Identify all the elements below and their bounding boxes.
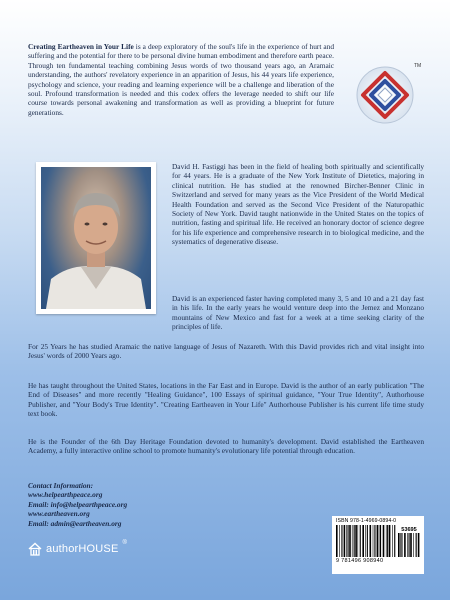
contact-website-1[interactable]: www.helpearthpeace.org (28, 490, 103, 500)
bio-paragraph-5: He is the Founder of the 6th Day Heritage Foundation devoted to humanity's development. David established the Eartheaven Academy, a fully interactive online school to promote humanity's evolutionary life potential through education. (28, 437, 424, 456)
registered-mark: ® (122, 540, 127, 546)
house-icon (28, 542, 42, 556)
isbn-barcode (332, 516, 424, 574)
author-photo (36, 162, 156, 314)
contact-email-1[interactable]: Email: info@helpearthpeace.org (28, 499, 128, 509)
contact-email-2[interactable]: Email: admin@eartheaven.org (28, 518, 122, 528)
ean-barcode-icon (336, 525, 396, 557)
contact-heading: Contact Information: (28, 481, 94, 490)
isbn-number: ISBN 978-1-4969-0894-0 (336, 518, 397, 524)
publisher-logo (28, 541, 127, 557)
addon-barcode-icon (398, 533, 420, 557)
eartheaven-logo-icon (350, 60, 420, 130)
author-portrait (41, 167, 151, 309)
contact-block (28, 481, 248, 528)
publisher-name: authorHOUSE (46, 543, 119, 555)
bio-paragraph-2: David is an experienced faster having completed many 3, 5 and 10 and a 21 day fast in his life. In the early years he would venture deep into the Jemez and Monzano mountains of New Mexico and fast for a week at a time seeking clarity of the principles of life. (172, 294, 424, 332)
ean-digits: 9 781496 908940 (336, 558, 384, 564)
bio-paragraph-1: David H. Fastiggi has been in the field of healing both spiritually and scientifically for 44 years. He is a graduate of the New York Institute of Dietetics, majoring in clinical nutrition. He has studied at the renowned Bircher-Benner Clinic in Switzerland and served for many years as the Vice President of the World Medical Health Foundation and served as the Second Vice President of the Naturopathic Society of New York. David taught nationwide in the United States on the topics of nutrition, fasting and spiritual life. He received an honorary doctor of science degree for his life experience and comprehensive research in to biological medicine, and the systematics of degenerative disease. (172, 162, 424, 247)
trademark-mark: TM (414, 63, 422, 69)
intro-text: is a deep exploratory of the soul's life in the experience of hurt and suffering and the potential for there to be personal divine human embodiment and therefore earth peace. Through ten fundamental teaching combining Jesus words of two thousand years ago, an Aramaic understanding, the authors' revelatory experience in an apparition of Jesus, his 44 years life experience, psychology and science, your reading and learning experience will be a challenge and liberation of the soul. Profound transformation is needed and this codex offers the leverage needed to shift our life course towards personal awakening and transformation as well as providing a blueprint for future generations. (28, 42, 334, 117)
intro-paragraph (28, 42, 334, 117)
contact-website-2[interactable]: www.eartheaven.org (28, 509, 90, 519)
bio-paragraph-3: For 25 Years he has studied Aramaic the native language of Jesus of Nazareth. With this David provides rich and vital insight into Jesus' words of 2000 Years ago. (28, 342, 424, 361)
bio-paragraph-4: He has taught throughout the United States, locations in the Far East and in Europe. David is the author of an early publication "The End of Diseases" and more recently "Healing Guidance", 100 Essays of spiritual guidance, "Your True Identity", Authorhouse Publisher, and "Your Body's True Identity". "Creating Eartheaven in Your Life" Authorhouse Publisher is his current life time study text book. (28, 381, 424, 419)
price-code: 53695 (401, 527, 417, 533)
book-title: Creating Eartheaven in Your Life (28, 42, 134, 51)
